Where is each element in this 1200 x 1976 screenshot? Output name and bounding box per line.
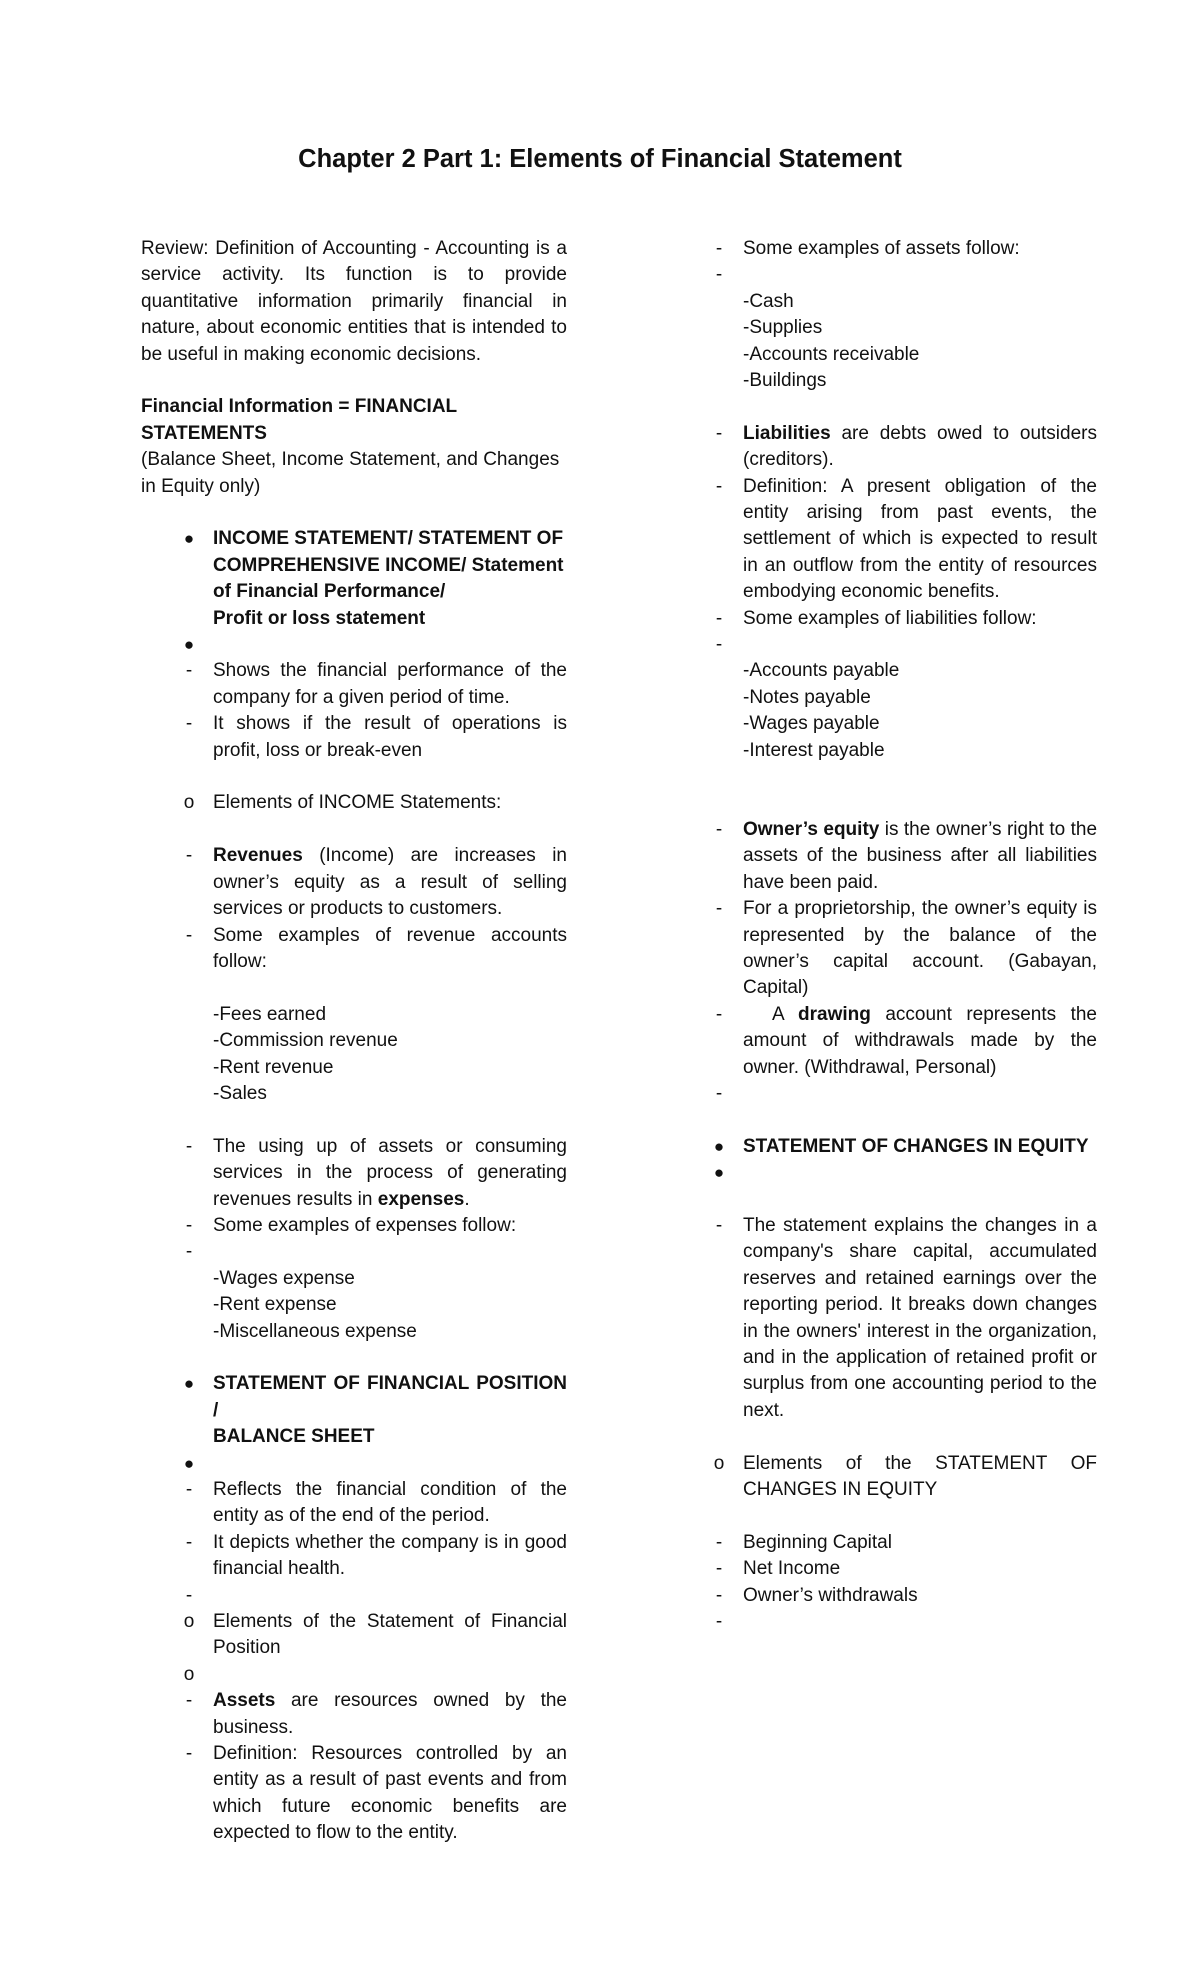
empty-dash: - bbox=[715, 1611, 723, 1633]
revenues-item: - Revenues (Income) are increases in owner’s equity as a result of selling services or products to customers. bbox=[185, 845, 567, 920]
empty-dash: - bbox=[715, 264, 723, 286]
list-item: - Beginning Capital bbox=[715, 1531, 892, 1553]
financial-info-note: (Balance Sheet, Income Statement, and Changes in Equity only) bbox=[141, 449, 560, 497]
list-item: -Miscellaneous expense bbox=[213, 1320, 417, 1342]
list-item: - Shows the financial performance of the company for a given period of time. bbox=[185, 660, 567, 708]
revenue-examples-list bbox=[141, 1002, 567, 1108]
list-item: - Owner’s withdrawals bbox=[715, 1584, 918, 1606]
list-item: - Some examples of revenue accounts follow: bbox=[185, 924, 567, 972]
assets-item: - Assets are resources owned by the business. bbox=[185, 1690, 567, 1738]
right-column bbox=[671, 236, 1103, 1635]
expenses-item: - The using up of assets or consuming services in the process of generating revenues results in expenses. bbox=[185, 1135, 567, 1210]
financial-position-heading: ● STATEMENT OF FINANCIAL POSITION / BALANCE SHEET bbox=[183, 1373, 567, 1448]
review-paragraph: Review: Definition of Accounting - Accounting is a service activity. Its function is to provide quantitative information primarily financial in nature, about economic entities that is intended to be useful in making economic decisions. bbox=[141, 238, 567, 365]
bullet-marker: ● bbox=[183, 529, 195, 549]
income-statement-heading: ● INCOME STATEMENT/ STATEMENT OF COMPREHENSIVE INCOME/ Statement of Financial Performance/ Profit or loss statement bbox=[141, 526, 567, 632]
empty-bullet: ● bbox=[183, 1453, 195, 1473]
expense-examples-list bbox=[141, 1266, 567, 1345]
changes-in-equity-heading: ● STATEMENT OF CHANGES IN EQUITY bbox=[713, 1135, 1089, 1157]
list-item: -Cash bbox=[743, 290, 794, 312]
proprietorship-item: - For a proprietorship, the owner’s equity is represented by the balance of the owner’s capital account. (Gabayan, Capital) bbox=[715, 898, 1097, 999]
list-item: -Notes payable bbox=[743, 686, 871, 708]
list-item: -Wages payable bbox=[743, 713, 880, 735]
page-title: Chapter 2 Part 1: Elements of Financial Statement bbox=[298, 145, 902, 173]
drawing-item: - A drawing account represents the amount of withdrawals made by the owner. (Withdrawal, Personal) bbox=[715, 1003, 1103, 1078]
liability-examples-list bbox=[671, 658, 1097, 764]
financial-info-heading: Financial Information = FINANCIAL STATEMENTS bbox=[141, 396, 458, 444]
empty-bullet: ● bbox=[183, 635, 195, 655]
list-item: - Reflects the financial condition of the entity as of the end of the period. bbox=[185, 1478, 567, 1527]
sce-elements-heading: o Elements of the STATEMENT OF CHANGES IN EQUITY bbox=[713, 1452, 1097, 1500]
liabilities-item: - Liabilities are debts owed to outsiders (creditors). bbox=[715, 422, 1097, 471]
list-item: -Sales bbox=[213, 1082, 267, 1104]
list-item: -Fees earned bbox=[213, 1003, 327, 1025]
list-item: -Supplies bbox=[743, 317, 823, 339]
empty-dash: - bbox=[185, 1241, 193, 1263]
empty-bullet: ● bbox=[713, 1163, 725, 1183]
changes-in-equity-description: - The statement explains the changes in a company's share capital, accumulated reserves and retained earnings over the reporting period. It breaks down changes in the owners' interest in the organization, and in the application of retained profit or surplus from one accounting period to the next. bbox=[715, 1214, 1097, 1421]
empty-dash: - bbox=[185, 1584, 193, 1606]
income-elements-heading: o Elements of INCOME Statements: bbox=[183, 792, 502, 814]
empty-dash: - bbox=[715, 634, 723, 656]
list-item: - Some examples of expenses follow: bbox=[185, 1214, 517, 1236]
list-item: - It depicts whether the company is in good financial health. bbox=[185, 1531, 567, 1580]
list-item: -Accounts payable bbox=[743, 660, 900, 682]
empty-circle: o bbox=[183, 1663, 195, 1685]
list-item: -Rent revenue bbox=[213, 1056, 334, 1078]
list-item: - Net Income bbox=[715, 1558, 841, 1580]
list-item: -Buildings bbox=[743, 370, 827, 392]
asset-examples-list bbox=[671, 289, 1097, 395]
list-item: -Commission revenue bbox=[213, 1030, 398, 1052]
list-item: -Rent expense bbox=[213, 1294, 337, 1316]
list-item: -Wages expense bbox=[213, 1267, 355, 1289]
sfp-elements-heading: o Elements of the Statement of Financial Position bbox=[183, 1611, 567, 1659]
assets-definition: - Definition: Resources controlled by an entity as a result of past events and from which future economic benefits are expected to flow to the entity. bbox=[185, 1743, 567, 1844]
owners-equity-item: - Owner’s equity is the owner’s right to the assets of the business after all liabilities have been paid. bbox=[715, 818, 1098, 893]
list-item: - Some examples of liabilities follow: bbox=[715, 607, 1037, 629]
list-item: - Some examples of assets follow: bbox=[715, 238, 1020, 259]
list-item: - It shows if the result of operations is profit, loss or break-even bbox=[185, 713, 567, 761]
list-item: -Accounts receivable bbox=[743, 343, 920, 365]
list-item: -Interest payable bbox=[743, 739, 885, 761]
liabilities-definition: - Definition: A present obligation of the entity arising from past events, the settlement of which is expected to result in an outflow from the entity of resources embodying economic benefits. bbox=[715, 475, 1097, 603]
left-column bbox=[141, 236, 567, 1847]
empty-dash: - bbox=[715, 1082, 723, 1104]
